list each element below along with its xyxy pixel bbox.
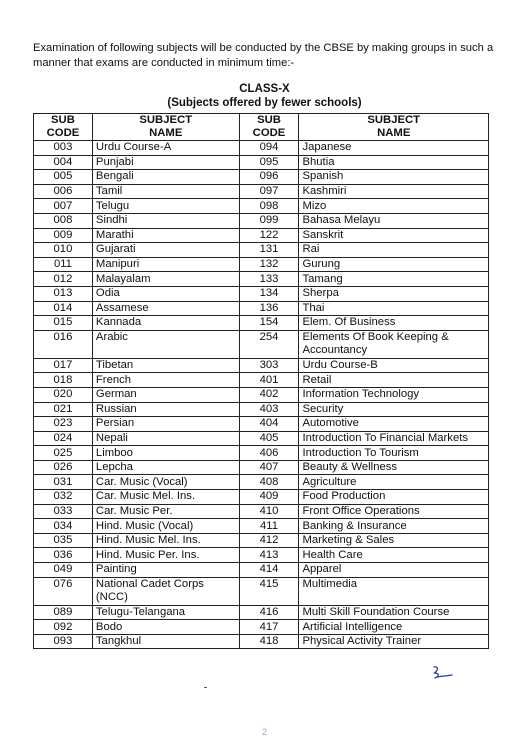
sub-code-cell: 016 [34,330,93,358]
header-sub-code-2 [239,114,299,141]
sub-code-cell: 034 [34,519,93,534]
subject-name-cell: Arabic [92,330,239,358]
subject-name-cell: Russian [92,402,239,417]
subject-name-cell: Japanese [299,141,489,156]
sub-code-cell: 013 [34,286,93,301]
table-row [34,301,489,316]
header-sub-code-2-line2: CODE [252,127,286,139]
subject-name-cell: Assamese [92,301,239,316]
subject-name-cell: German [92,387,239,402]
subject-name-cell: Kashmiri [299,184,489,199]
sub-code-cell: 413 [239,548,299,563]
subject-name-cell: Banking & Insurance [299,519,489,534]
sub-code-cell: 095 [239,155,299,170]
subject-name-cell: Thai [299,301,489,316]
table-body [34,141,489,649]
subject-name-cell: Lepcha [92,460,239,475]
subject-name-cell: Automotive [299,417,489,432]
sub-code-cell: 018 [34,373,93,388]
sub-code-cell: 412 [239,533,299,548]
sub-code-cell: 024 [34,431,93,446]
sub-code-cell: 015 [34,316,93,331]
sub-code-cell: 098 [239,199,299,214]
subject-name-cell: Limboo [92,446,239,461]
sub-code-cell: 012 [34,272,93,287]
sub-code-cell: 005 [34,170,93,185]
sub-code-cell: 010 [34,243,93,258]
table-row [34,475,489,490]
table-row [34,358,489,373]
sub-code-cell: 014 [34,301,93,316]
sub-code-cell: 092 [34,620,93,635]
subject-name-cell: National Cadet Corps (NCC) [92,577,239,605]
subject-name-cell: Physical Activity Trainer [299,634,489,649]
table-row [34,228,489,243]
sub-code-cell: 093 [34,634,93,649]
subject-name-cell: Bodo [92,620,239,635]
subject-name-cell: Introduction To Financial Markets [299,431,489,446]
subject-name-cell: Multi Skill Foundation Course [299,605,489,620]
sub-code-cell: 006 [34,184,93,199]
sub-code-cell: 017 [34,358,93,373]
subject-name-cell: Marathi [92,228,239,243]
sub-code-cell: 036 [34,548,93,563]
table-row [34,548,489,563]
subject-name-cell: Car. Music (Vocal) [92,475,239,490]
page-number: 2 [261,727,267,737]
subject-name-cell: Tamil [92,184,239,199]
subject-name-cell: Hind. Music Mel. Ins. [92,533,239,548]
sub-code-cell: 099 [239,213,299,228]
sub-code-cell: 410 [239,504,299,519]
header-sub-code-line2: CODE [46,127,80,139]
sub-code-cell: 417 [239,620,299,635]
class-subtitle: (Subjects offered by fewer schools) [167,97,362,109]
subject-name-cell: Hind. Music Per. Ins. [92,548,239,563]
sub-code-cell: 031 [34,475,93,490]
table-row [34,605,489,620]
subject-name-cell: Car. Music Mel. Ins. [92,490,239,505]
table-row [34,373,489,388]
table-row [34,634,489,649]
subject-name-cell: Kannada [92,316,239,331]
subject-name-cell: Gujarati [92,243,239,258]
header-sub-code [34,114,93,141]
subject-name-cell: Tangkhul [92,634,239,649]
table-row [34,316,489,331]
table-row [34,199,489,214]
subject-name-cell: Odia [92,286,239,301]
subject-name-cell: Malayalam [92,272,239,287]
sub-code-cell: 032 [34,490,93,505]
class-title: CLASS-X [239,83,290,95]
subject-name-cell: Tamang [299,272,489,287]
subject-name-cell: Telugu [92,199,239,214]
signature-mark [430,665,454,681]
sub-code-cell: 411 [239,519,299,534]
table-row [34,563,489,578]
sub-code-cell: 033 [34,504,93,519]
table-row [34,577,489,605]
subjects-table [33,113,489,649]
sub-code-cell: 076 [34,577,93,605]
sub-code-cell: 011 [34,257,93,272]
sub-code-cell: 405 [239,431,299,446]
sub-code-cell: 004 [34,155,93,170]
subject-name-cell: Punjabi [92,155,239,170]
header-subject-name-line1: SUBJECT [139,114,193,126]
header-subject-name-2 [299,114,489,141]
subject-name-cell: Sanskrit [299,228,489,243]
subject-name-cell: Beauty & Wellness [299,460,489,475]
subject-name-cell: Tibetan [92,358,239,373]
subject-name-cell: Car. Music Per. [92,504,239,519]
header-sub-code-2-line1: SUB [257,114,281,126]
sub-code-cell: 134 [239,286,299,301]
subject-name-cell: Gurung [299,257,489,272]
subject-name-cell: Urdu Course-A [92,141,239,156]
sub-code-cell: 049 [34,563,93,578]
table-row [34,286,489,301]
sub-code-cell: 026 [34,460,93,475]
sub-code-cell: 007 [34,199,93,214]
table-row [34,170,489,185]
subject-name-cell: Introduction To Tourism [299,446,489,461]
sub-code-cell: 131 [239,243,299,258]
table-row [34,402,489,417]
table-row [34,417,489,432]
subject-name-cell: Rai [299,243,489,258]
sub-code-cell: 021 [34,402,93,417]
table-row [34,620,489,635]
sub-code-cell: 025 [34,446,93,461]
subject-name-cell: Sherpa [299,286,489,301]
header-subject-name-2-line1: SUBJECT [367,114,421,126]
subject-name-cell: Artificial Intelligence [299,620,489,635]
sub-code-cell: 407 [239,460,299,475]
sub-code-cell: 401 [239,373,299,388]
intro-paragraph: Examination of following subjects will be conducted by the CBSE by making groups in such a manner that exams are conducted in minimum time:- [33,42,494,70]
sub-code-cell: 408 [239,475,299,490]
table-row [34,213,489,228]
subject-name-cell: Health Care [299,548,489,563]
subject-name-cell: Security [299,402,489,417]
sub-code-cell: 415 [239,577,299,605]
subject-name-cell: Hind. Music (Vocal) [92,519,239,534]
subject-name-cell: Spanish [299,170,489,185]
subject-name-cell: Urdu Course-B [299,358,489,373]
subject-name-cell: Multimedia [299,577,489,605]
sub-code-cell: 404 [239,417,299,432]
table-row [34,184,489,199]
sub-code-cell: 023 [34,417,93,432]
subject-name-cell: Nepali [92,431,239,446]
table-row [34,330,489,358]
table-row [34,257,489,272]
subject-name-cell: Manipuri [92,257,239,272]
table-header-row [34,114,489,141]
subject-name-cell: Mizo [299,199,489,214]
subject-name-cell: Bhutia [299,155,489,170]
sub-code-cell: 418 [239,634,299,649]
subject-name-cell: Information Technology [299,387,489,402]
subject-name-cell: Sindhi [92,213,239,228]
header-subject-name-2-line2: NAME [377,127,411,139]
header-subject-name-line2: NAME [149,127,183,139]
sub-code-cell: 020 [34,387,93,402]
sub-code-cell: 303 [239,358,299,373]
subject-name-cell: Agriculture [299,475,489,490]
subject-name-cell: Elem. Of Business [299,316,489,331]
table-row [34,155,489,170]
sub-code-cell: 132 [239,257,299,272]
subject-name-cell: Front Office Operations [299,504,489,519]
sub-code-cell: 254 [239,330,299,358]
sub-code-cell: 402 [239,387,299,402]
sub-code-cell: 406 [239,446,299,461]
sub-code-cell: 089 [34,605,93,620]
sub-code-cell: 009 [34,228,93,243]
table-row [34,519,489,534]
sub-code-cell: 133 [239,272,299,287]
subject-name-cell: Retail [299,373,489,388]
header-sub-code-line1: SUB [51,114,75,126]
sub-code-cell: 096 [239,170,299,185]
table-row [34,272,489,287]
table-row [34,533,489,548]
subject-name-cell: Telugu-Telangana [92,605,239,620]
sub-code-cell: 416 [239,605,299,620]
sub-code-cell: 122 [239,228,299,243]
subject-name-cell: French [92,373,239,388]
sub-code-cell: 097 [239,184,299,199]
table-row [34,504,489,519]
table-row [34,141,489,156]
subject-name-cell: Food Production [299,490,489,505]
sub-code-cell: 403 [239,402,299,417]
subject-name-cell: Bengali [92,170,239,185]
scan-speck [204,687,207,688]
table-row [34,431,489,446]
subject-name-cell: Persian [92,417,239,432]
sub-code-cell: 094 [239,141,299,156]
table-row [34,243,489,258]
subject-name-cell: Marketing & Sales [299,533,489,548]
sub-code-cell: 008 [34,213,93,228]
header-subject-name [92,114,239,141]
sub-code-cell: 409 [239,490,299,505]
table-row [34,387,489,402]
sub-code-cell: 414 [239,563,299,578]
subject-name-cell: Painting [92,563,239,578]
subject-name-cell: Elements Of Book Keeping & Accountancy [299,330,489,358]
sub-code-cell: 035 [34,533,93,548]
table-row [34,460,489,475]
sub-code-cell: 136 [239,301,299,316]
sub-code-cell: 003 [34,141,93,156]
table-row [34,490,489,505]
sub-code-cell: 154 [239,316,299,331]
subject-name-cell: Apparel [299,563,489,578]
table-row [34,446,489,461]
subject-name-cell: Bahasa Melayu [299,213,489,228]
